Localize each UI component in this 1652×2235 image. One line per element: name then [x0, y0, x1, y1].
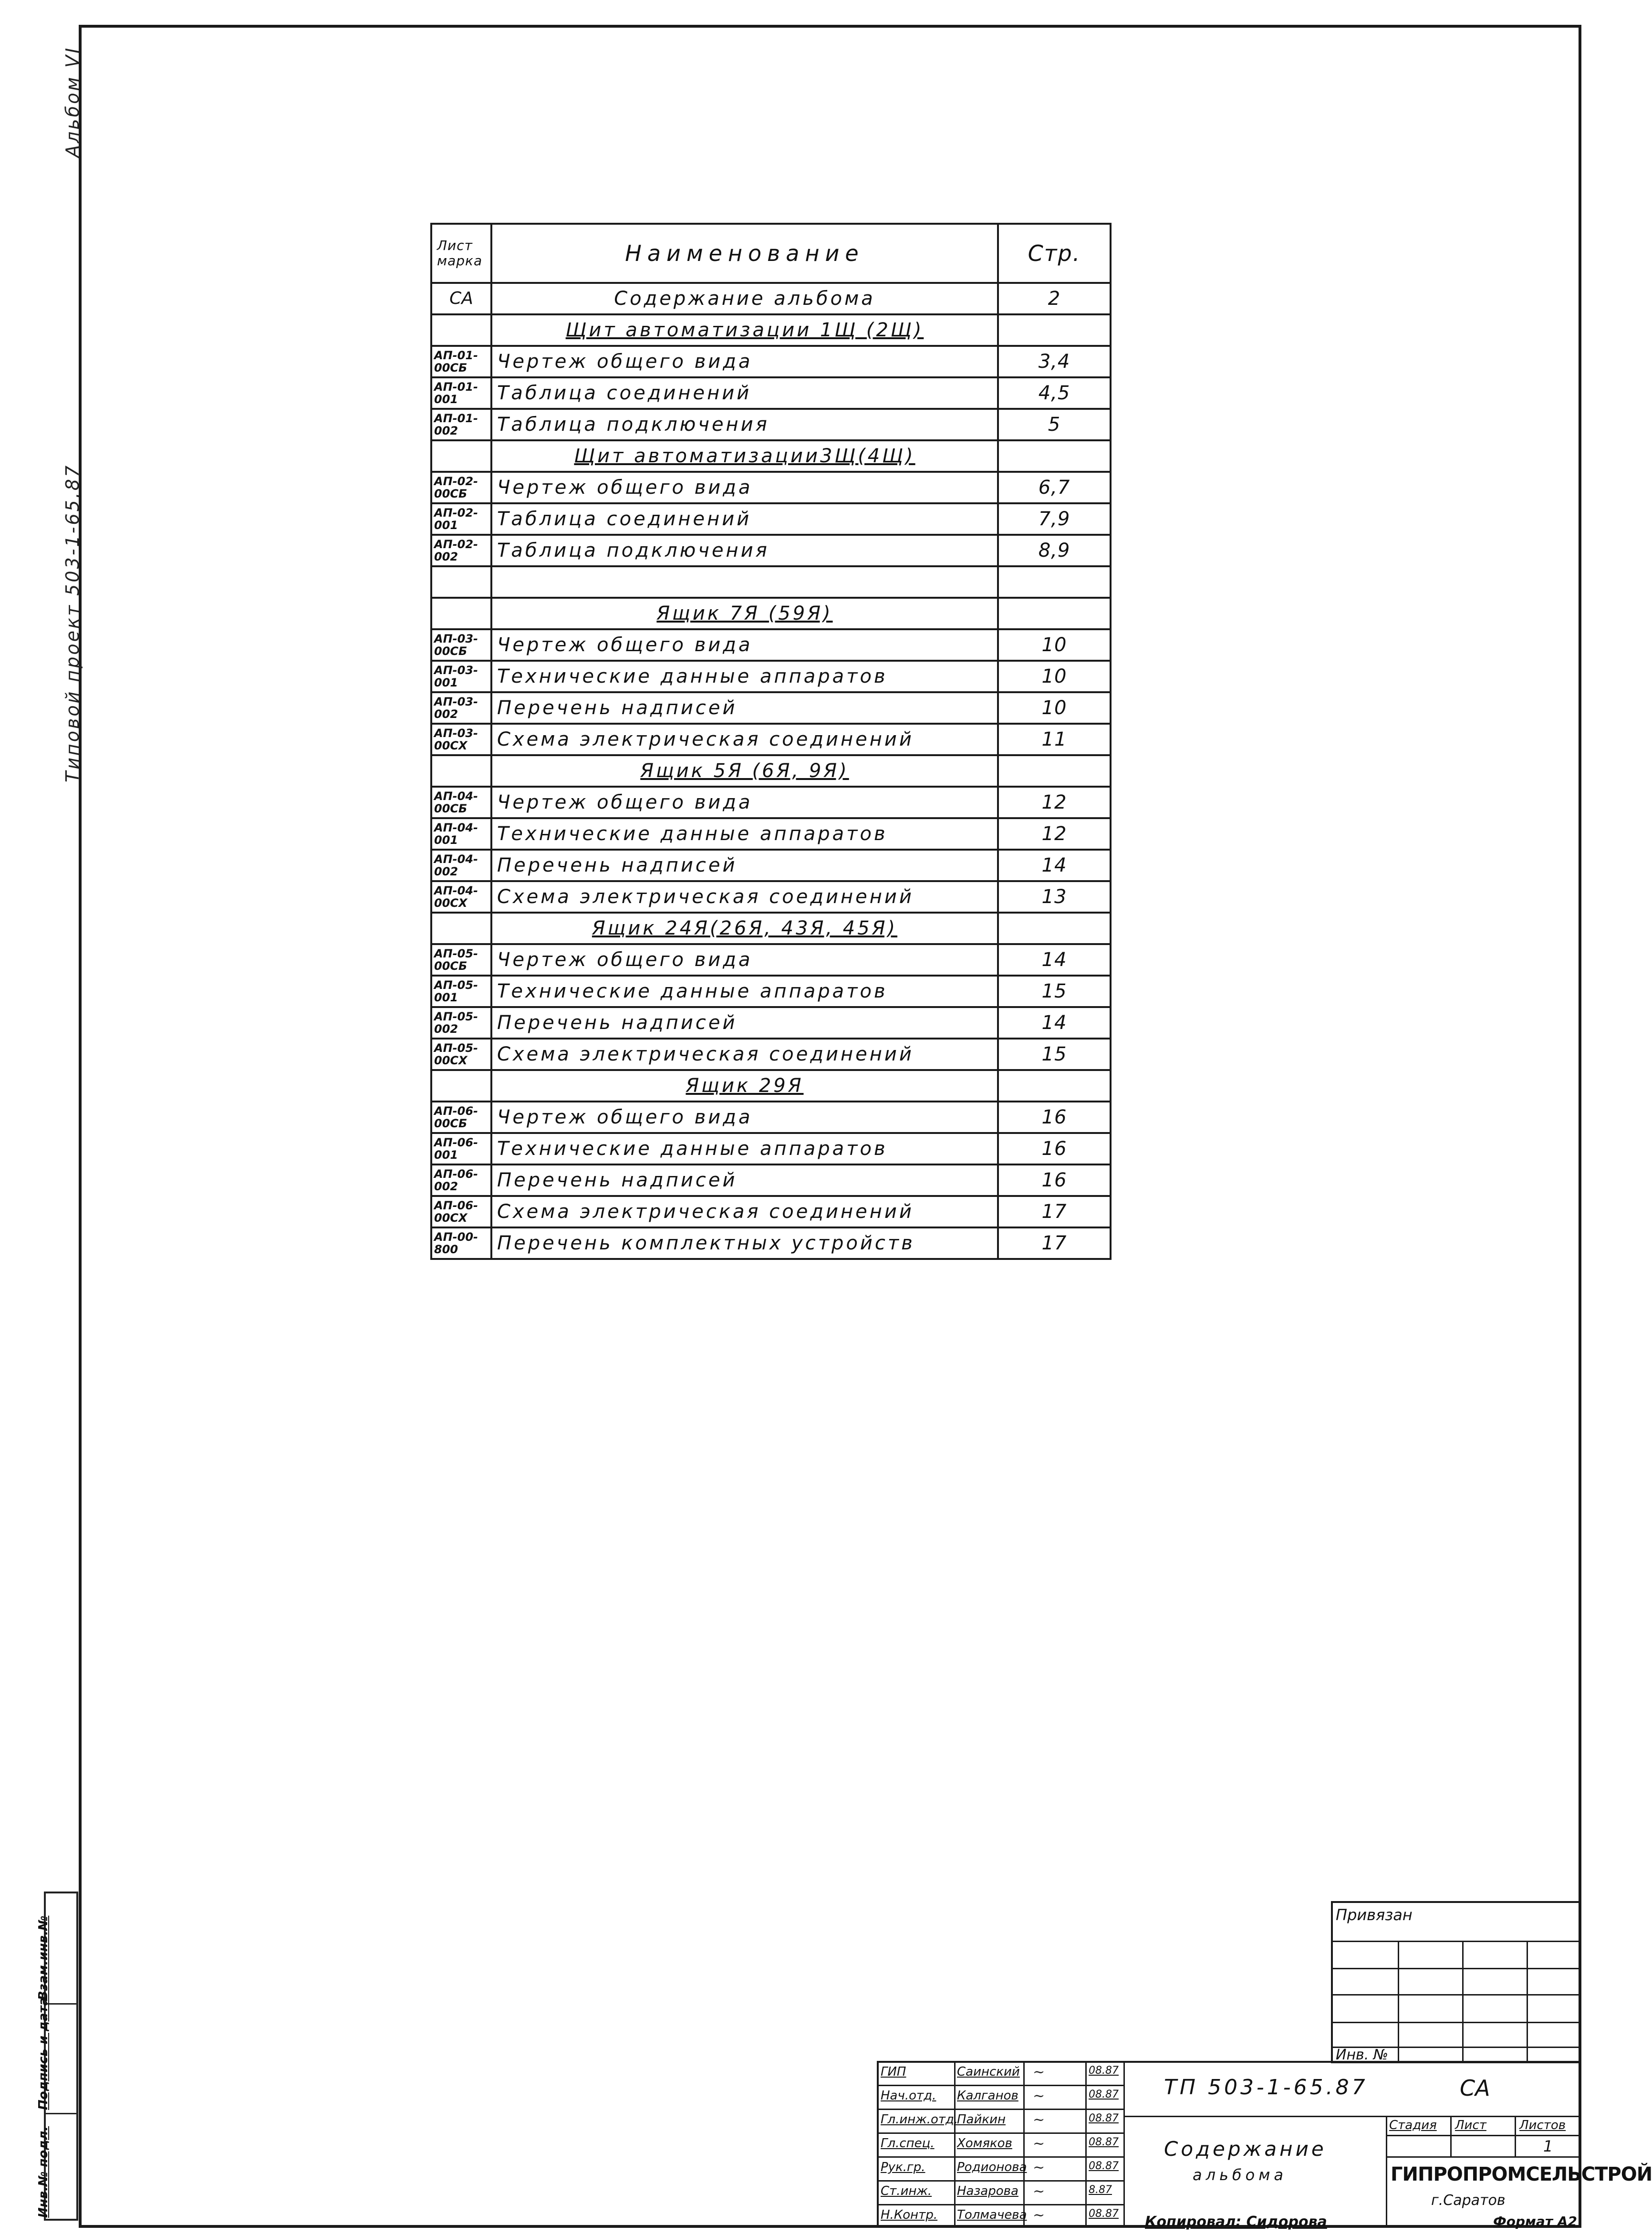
signature-mark: ~ — [1033, 2135, 1045, 2152]
table-row — [431, 944, 1111, 976]
table-row — [431, 377, 1111, 409]
row-mark: АП-05-00СХ — [431, 1039, 491, 1070]
table-row — [431, 503, 1111, 535]
table-row — [431, 1039, 1111, 1070]
table-row — [431, 1196, 1111, 1227]
row-name: Схема электрическая соединений — [491, 724, 998, 755]
row-mark: АП-02-001 — [431, 503, 491, 535]
person-row-divider — [877, 2156, 1123, 2158]
table-row — [431, 346, 1111, 377]
person-date: 08.87 — [1089, 2065, 1119, 2077]
section-title: Щит автоматизации3Щ(4Щ) — [491, 440, 998, 472]
row-page: 12 — [998, 787, 1111, 818]
row-page — [998, 314, 1111, 346]
org-city: г.Саратов — [1431, 2192, 1506, 2209]
table-row — [431, 283, 1111, 314]
row-name: Чертеж общего вида — [491, 944, 998, 976]
row-mark: АП-03-002 — [431, 692, 491, 724]
person-role: Н.Контр. — [881, 2208, 938, 2222]
person-role: ГИП — [881, 2065, 906, 2079]
row-mark — [431, 755, 491, 787]
stamp-cell: Взам.инв.№ — [36, 1915, 51, 2000]
person-row-divider — [877, 2180, 1123, 2182]
row-page: 17 — [998, 1196, 1111, 1227]
person-role: Гл.инж.отд. — [881, 2112, 958, 2127]
row-mark: АП-02-00СБ — [431, 472, 491, 503]
row-name: Таблица соединений — [491, 503, 998, 535]
person-name: Родионова — [957, 2160, 1027, 2174]
row-mark: АП-04-00СХ — [431, 881, 491, 913]
row-name: Перечень комплектных устройств — [491, 1227, 998, 1259]
table-row — [431, 692, 1111, 724]
person-name: Назарова — [957, 2184, 1018, 2198]
row-name: Технические данные аппаратов — [491, 818, 998, 850]
row-name: Таблица подключения — [491, 535, 998, 566]
stamp-cell: Подпись и дата — [46, 2003, 76, 2113]
table-row — [431, 1007, 1111, 1039]
row-name: Схема электрическая соединений — [491, 1039, 998, 1070]
row-name: Чертеж общего вида — [491, 472, 998, 503]
header-name: Наименование — [491, 224, 998, 283]
row-name: Схема электрическая соединений — [491, 881, 998, 913]
blank-row — [431, 566, 1111, 598]
row-page: 15 — [998, 976, 1111, 1007]
row-name: Технические данные аппаратов — [491, 1133, 998, 1164]
row-page: 15 — [998, 1039, 1111, 1070]
table-row — [431, 661, 1111, 692]
row-mark: АП-05-001 — [431, 976, 491, 1007]
doc-title-line1: Содержание — [1164, 2137, 1327, 2161]
row-name: Содержание альбома — [491, 283, 998, 314]
row-page — [998, 440, 1111, 472]
row-mark — [431, 314, 491, 346]
row-page: 11 — [998, 724, 1111, 755]
person-role: Гл.спец. — [881, 2136, 935, 2151]
row-page: 12 — [998, 818, 1111, 850]
person-row-divider — [877, 2085, 1123, 2086]
person-date: 08.87 — [1089, 2160, 1119, 2172]
table-row — [431, 1164, 1111, 1196]
row-page — [998, 755, 1111, 787]
table-row — [431, 818, 1111, 850]
row-mark — [431, 598, 491, 629]
copied-by: Копировал: Сидорова — [1145, 2214, 1327, 2230]
row-mark — [431, 440, 491, 472]
row-page: 4,5 — [998, 377, 1111, 409]
section-row — [431, 913, 1111, 944]
section-row — [431, 755, 1111, 787]
person-name: Пайкин — [957, 2112, 1006, 2127]
sheet-header: Лист — [1455, 2118, 1486, 2132]
row-page: 2 — [998, 283, 1111, 314]
table-row — [431, 850, 1111, 881]
row-page: 10 — [998, 629, 1111, 661]
table-row — [431, 409, 1111, 440]
person-date: 8.87 — [1089, 2184, 1112, 2196]
person-date: 08.87 — [1089, 2136, 1119, 2148]
person-row-divider — [877, 2204, 1123, 2205]
section-title: Ящик 5Я (6Я, 9Я) — [491, 755, 998, 787]
contents-table — [430, 223, 1112, 1260]
contents-header-row — [431, 224, 1111, 283]
row-name: Перечень надписей — [491, 1007, 998, 1039]
row-mark — [431, 913, 491, 944]
table-row — [431, 535, 1111, 566]
row-page: 16 — [998, 1133, 1111, 1164]
row-page — [998, 1070, 1111, 1102]
row-mark: АП-01-001 — [431, 377, 491, 409]
signature-mark: ~ — [1033, 2111, 1045, 2128]
row-mark: АП-00-800 — [431, 1227, 491, 1259]
row-page: 3,4 — [998, 346, 1111, 377]
row-page: 14 — [998, 850, 1111, 881]
row-page: 5 — [998, 409, 1111, 440]
row-mark: АП-01-00СБ — [431, 346, 491, 377]
row-name: Чертеж общего вида — [491, 629, 998, 661]
doc-title-line2: альбома — [1193, 2166, 1287, 2184]
format-label: Формат А2 — [1493, 2214, 1577, 2229]
section-row — [431, 440, 1111, 472]
table-row — [431, 881, 1111, 913]
table-row — [431, 1102, 1111, 1133]
row-mark: АП-06-00СХ — [431, 1196, 491, 1227]
row-page — [998, 913, 1111, 944]
person-date: 08.87 — [1089, 2089, 1119, 2100]
person-role: Ст.инж. — [881, 2184, 932, 2198]
row-page: 16 — [998, 1102, 1111, 1133]
side-stamp-strip — [36, 1892, 78, 2221]
signature-mark: ~ — [1033, 2064, 1045, 2080]
binding-box — [1331, 1901, 1581, 2063]
person-date: 08.87 — [1089, 2208, 1119, 2220]
section-title: Ящик 24Я(26Я, 43Я, 45Я) — [491, 913, 998, 944]
row-mark: АП-02-002 — [431, 535, 491, 566]
signature-mark: ~ — [1033, 2159, 1045, 2176]
stage-header: Стадия — [1389, 2118, 1437, 2132]
table-row — [431, 976, 1111, 1007]
table-row — [431, 787, 1111, 818]
row-mark: АП-06-00СБ — [431, 1102, 491, 1133]
header-mark: Лист марка — [431, 224, 491, 283]
stamp-cell: Инв.№ подл. — [46, 2113, 76, 2221]
row-name: Перечень надписей — [491, 1164, 998, 1196]
row-mark: АП-03-00СХ — [431, 724, 491, 755]
row-page — [998, 566, 1111, 598]
row-mark: АП-03-001 — [431, 661, 491, 692]
person-row-divider — [877, 2109, 1123, 2110]
row-name: Схема электрическая соединений — [491, 1196, 998, 1227]
row-mark — [431, 1070, 491, 1102]
row-name: Чертеж общего вида — [491, 346, 998, 377]
table-row — [431, 724, 1111, 755]
row-page: 14 — [998, 944, 1111, 976]
row-mark: СА — [431, 283, 491, 314]
row-page: 10 — [998, 692, 1111, 724]
row-page: 13 — [998, 881, 1111, 913]
section-title: Щит автоматизации 1Щ (2Щ) — [491, 314, 998, 346]
person-name: Калганов — [957, 2089, 1018, 2103]
row-page: 8,9 — [998, 535, 1111, 566]
bound-label: Привязан — [1336, 1906, 1413, 1924]
person-name: Саинский — [957, 2065, 1020, 2079]
row-name — [491, 566, 998, 598]
row-page: 17 — [998, 1227, 1111, 1259]
row-page: 16 — [998, 1164, 1111, 1196]
table-row — [431, 1133, 1111, 1164]
row-name: Перечень надписей — [491, 692, 998, 724]
sheets-header: Листов — [1519, 2118, 1566, 2132]
row-page: 6,7 — [998, 472, 1111, 503]
sheets-value: 1 — [1543, 2137, 1553, 2155]
row-name: Чертеж общего вида — [491, 787, 998, 818]
row-mark: АП-01-002 — [431, 409, 491, 440]
row-name: Перечень надписей — [491, 850, 998, 881]
row-page: 7,9 — [998, 503, 1111, 535]
row-page: 10 — [998, 661, 1111, 692]
section-title: Ящик 29Я — [491, 1070, 998, 1102]
contents-body — [431, 283, 1111, 1259]
person-role: Нач.отд. — [881, 2089, 936, 2103]
header-page: Стр. — [998, 224, 1111, 283]
signature-mark: ~ — [1033, 2088, 1045, 2104]
section-row — [431, 598, 1111, 629]
person-row-divider — [877, 2132, 1123, 2134]
table-row — [431, 1227, 1111, 1259]
person-name: Хомяков — [957, 2136, 1012, 2151]
row-mark: АП-04-00СБ — [431, 787, 491, 818]
row-name: Таблица подключения — [491, 409, 998, 440]
row-name: Технические данные аппаратов — [491, 976, 998, 1007]
project-label: Типовой проект 503-1-65.87 — [62, 463, 83, 782]
album-label: Альбом VI — [62, 46, 83, 157]
signature-mark: ~ — [1033, 2207, 1045, 2224]
row-page: 14 — [998, 1007, 1111, 1039]
row-mark: АП-06-002 — [431, 1164, 491, 1196]
row-mark: АП-03-00СБ — [431, 629, 491, 661]
org-name: ГИПРОПРОМСЕЛЬСТРОЙ — [1391, 2163, 1652, 2185]
row-name: Технические данные аппаратов — [491, 661, 998, 692]
row-mark: АП-06-001 — [431, 1133, 491, 1164]
table-row — [431, 629, 1111, 661]
person-name: Толмачева — [957, 2208, 1027, 2222]
person-role: Рук.гр. — [881, 2160, 925, 2174]
row-name: Таблица соединений — [491, 377, 998, 409]
table-row — [431, 472, 1111, 503]
row-mark — [431, 566, 491, 598]
inv-label: Инв. № — [1336, 2047, 1389, 2063]
person-date: 08.87 — [1089, 2112, 1119, 2124]
doc-mark: СА — [1460, 2075, 1490, 2101]
row-page — [998, 598, 1111, 629]
section-row — [431, 314, 1111, 346]
row-mark: АП-05-002 — [431, 1007, 491, 1039]
section-title: Ящик 7Я (59Я) — [491, 598, 998, 629]
row-mark: АП-04-002 — [431, 850, 491, 881]
row-mark: АП-05-00СБ — [431, 944, 491, 976]
section-row — [431, 1070, 1111, 1102]
row-mark: АП-04-001 — [431, 818, 491, 850]
signature-mark: ~ — [1033, 2183, 1045, 2200]
row-name: Чертеж общего вида — [491, 1102, 998, 1133]
doc-code: ТП 503-1-65.87 — [1164, 2075, 1368, 2100]
